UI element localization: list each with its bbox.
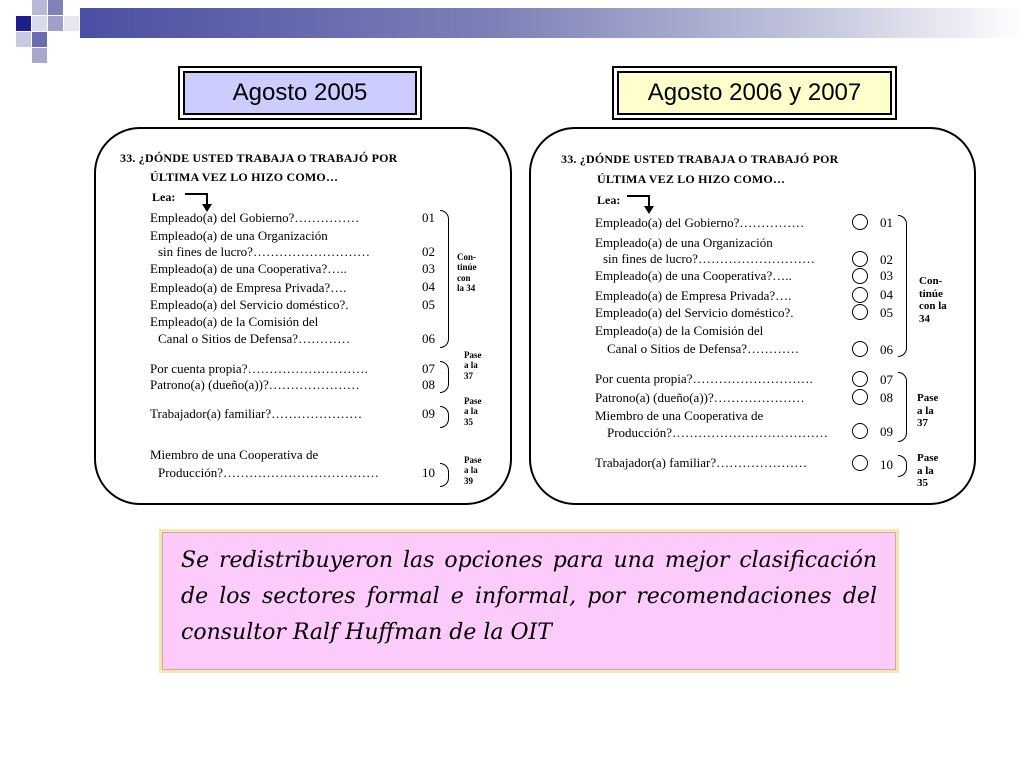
right-option-code: 09 [880, 424, 893, 439]
left-option-row: Patrono(a) (dueño(a))?………………… [150, 377, 360, 392]
caption-box [162, 532, 896, 670]
left-option-code: 05 [422, 297, 435, 312]
left-question-line2: ÚLTIMA VEZ LO HIZO COMO… [150, 170, 339, 184]
decor-square [16, 32, 31, 47]
answer-circle-icon[interactable] [852, 268, 868, 284]
left-option-row: Empleado(a) de la Comisión del [150, 314, 319, 329]
right-option-code: 05 [880, 305, 893, 320]
header-gradient-bar [80, 8, 1024, 38]
right-option-row: Por cuenta propia?………………………. [595, 371, 813, 386]
right-option-row: Empleado(a) del Servicio doméstico?. [595, 305, 794, 320]
left-option-code: 07 [422, 361, 435, 376]
left-option-code: 09 [422, 406, 435, 421]
right-arrow-icon [625, 192, 659, 216]
left-option-row: Empleado(a) del Gobierno?…………… [150, 210, 360, 225]
left-option-row: Trabajador(a) familiar?………………… [150, 406, 363, 421]
decor-square [16, 16, 31, 31]
left-option-row: Miembro de una Cooperativa de [150, 447, 319, 462]
right-note-skip: Pase a la 35 [917, 452, 939, 490]
decor-square [32, 16, 47, 31]
left-lea-label: Lea: [152, 190, 176, 204]
right-option-code: 02 [880, 252, 893, 267]
right-lea-label: Lea: [597, 193, 621, 207]
answer-circle-icon[interactable] [852, 251, 868, 267]
left-brace [440, 210, 449, 348]
answer-circle-icon[interactable] [852, 214, 868, 230]
left-brace [440, 361, 449, 393]
decor-square [48, 0, 63, 15]
left-option-code: 08 [422, 377, 435, 392]
right-note-continue: Con- tinúe con la 34 [919, 275, 947, 325]
answer-circle-icon[interactable] [852, 287, 868, 303]
right-option-code: 01 [880, 215, 893, 230]
decor-square [64, 16, 79, 31]
right-option-row: Empleado(a) de la Comisión del [595, 323, 764, 338]
right-option-row: Producción?……………………………… [607, 425, 828, 440]
right-title: Agosto 2006 y 2007 [617, 71, 892, 115]
left-option-row: Empleado(a) de Empresa Privada?…. [150, 280, 347, 295]
answer-circle-icon[interactable] [852, 371, 868, 387]
left-option-row: Producción?……………………………… [158, 465, 379, 480]
right-option-code: 07 [880, 372, 893, 387]
left-question-line1: 33. ¿DÓNDE USTED TRABAJA O TRABAJÓ POR [120, 151, 398, 165]
right-option-row: Empleado(a) de una Cooperativa?….. [595, 268, 792, 283]
left-option-code: 10 [422, 465, 435, 480]
right-option-row: Miembro de una Cooperativa de [595, 408, 764, 423]
left-title: Agosto 2005 [183, 71, 417, 115]
right-question-line2: ÚLTIMA VEZ LO HIZO COMO… [597, 172, 786, 186]
left-option-code: 01 [422, 210, 435, 225]
decor-square [32, 32, 47, 47]
right-brace [898, 215, 907, 357]
right-option-code: 06 [880, 342, 893, 357]
left-option-row: Canal o Sitios de Defensa?………… [158, 331, 351, 346]
left-option-code: 02 [422, 244, 435, 259]
decor-square [48, 16, 63, 31]
decor-square [32, 48, 47, 63]
right-option-code: 03 [880, 268, 893, 283]
right-option-row: Empleado(a) de Empresa Privada?…. [595, 288, 792, 303]
left-option-row: Empleado(a) de una Organización [150, 228, 328, 243]
left-note-continue: Con- tinúe con la 34 [457, 252, 477, 294]
answer-circle-icon[interactable] [852, 389, 868, 405]
answer-circle-icon[interactable] [852, 455, 868, 471]
decor-square [32, 0, 47, 15]
right-option-code: 08 [880, 390, 893, 405]
right-option-row: Patrono(a) (dueño(a))?………………… [595, 390, 805, 405]
caption-text: Se redistribuyeron las opciones para una mejor clasificación de los sectores formal e informal, por recomendaciones del consultor Ralf Huffman de la OIT [181, 548, 877, 645]
right-option-row: Canal o Sitios de Defensa?………… [607, 341, 800, 356]
left-option-row: Por cuenta propia?………………………. [150, 361, 368, 376]
left-note-skip: Pase a la 35 [464, 396, 482, 427]
left-option-code: 04 [422, 279, 435, 294]
left-note-skip: Pase a la 39 [464, 455, 482, 486]
left-option-row: sin fines de lucro?……………………… [158, 244, 370, 259]
right-question-line1: 33. ¿DÓNDE USTED TRABAJA O TRABAJÓ POR [561, 152, 839, 166]
right-note-skip: Pase a la 37 [917, 392, 939, 430]
right-option-code: 10 [880, 457, 893, 472]
left-option-code: 03 [422, 261, 435, 276]
right-brace [898, 372, 907, 442]
right-option-code: 04 [880, 287, 893, 302]
left-option-row: Empleado(a) de una Cooperativa?….. [150, 261, 347, 276]
left-option-row: Empleado(a) del Servicio doméstico?. [150, 297, 349, 312]
answer-circle-icon[interactable] [852, 423, 868, 439]
right-option-row: Trabajador(a) familiar?………………… [595, 455, 808, 470]
left-note-skip: Pase a la 37 [464, 350, 482, 381]
right-option-row: Empleado(a) del Gobierno?…………… [595, 215, 805, 230]
answer-circle-icon[interactable] [852, 341, 868, 357]
left-option-code: 06 [422, 331, 435, 346]
right-option-row: Empleado(a) de una Organización [595, 235, 773, 250]
answer-circle-icon[interactable] [852, 304, 868, 320]
right-option-row: sin fines de lucro?……………………… [603, 251, 815, 266]
